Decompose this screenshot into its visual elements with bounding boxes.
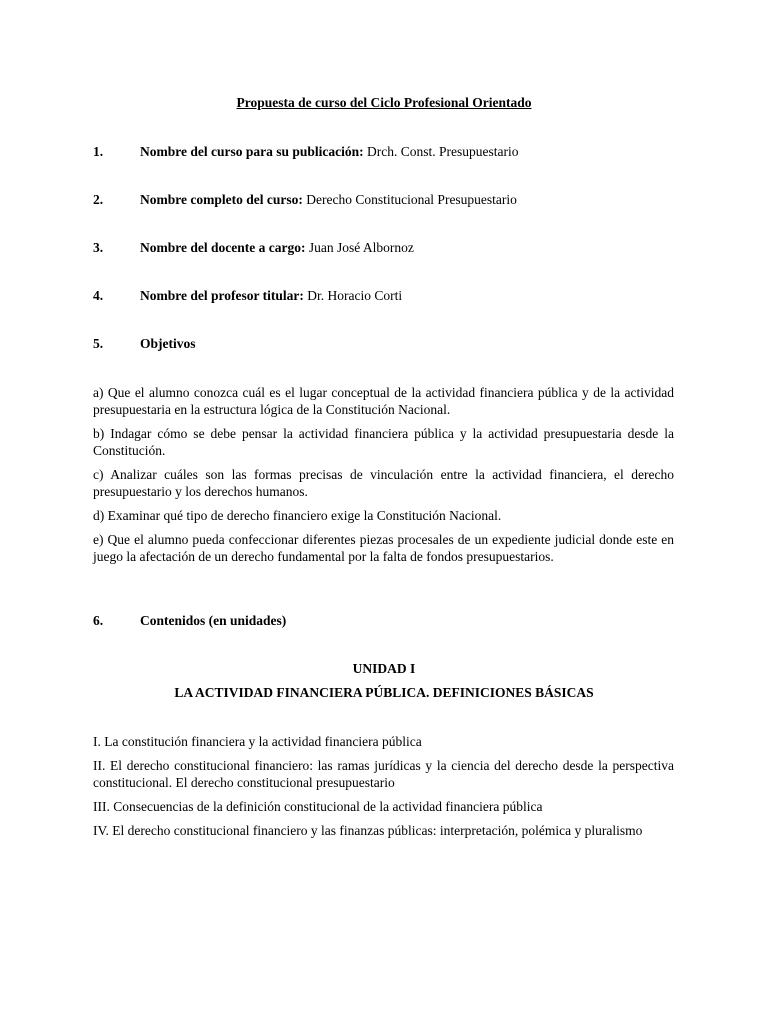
- item-label: Nombre del profesor titular:: [140, 288, 304, 303]
- item-professor-name: [93, 288, 683, 304]
- item-number: 1.: [93, 144, 104, 159]
- item-contents: [93, 613, 683, 629]
- item-number: 2.: [93, 192, 104, 207]
- item-label: Nombre completo del curso:: [140, 192, 303, 207]
- item-label: Objetivos: [140, 336, 196, 351]
- document-title: Propuesta de curso del Ciclo Profesional Orientado: [236, 95, 532, 110]
- item-label: Nombre del docente a cargo:: [140, 240, 306, 255]
- item-course-full-name: [93, 192, 683, 208]
- item-course-short-name: [93, 144, 683, 160]
- item-number: 5.: [93, 336, 104, 351]
- item-value: Drch. Const. Presupuestario: [363, 144, 519, 159]
- item-number: 4.: [93, 288, 104, 303]
- unit-heading: UNIDAD I: [352, 661, 416, 676]
- item-value: Derecho Constitucional Presupuestario: [302, 192, 517, 207]
- item-number: 6.: [93, 613, 104, 628]
- item-label: Contenidos (en unidades): [140, 613, 287, 628]
- objective-e: e) Que el alumno pueda confeccionar diferentes piezas procesales de un expediente judicial donde este en juego la afectación de un derecho fundamental por la falta de fondos presupuestarios.: [93, 532, 674, 564]
- objective-b: b) Indagar cómo se debe pensar la actividad financiera pública y la actividad presupuestaria desde la Constitución.: [93, 426, 674, 458]
- unit-point-1: I. La constitución financiera y la actividad financiera pública: [93, 734, 422, 749]
- item-number: 3.: [93, 240, 104, 255]
- unit-point-4: IV. El derecho constitucional financiero y las finanzas públicas: interpretación, polémica y pluralismo: [93, 823, 643, 838]
- item-value: Dr. Horacio Corti: [303, 288, 403, 303]
- objective-d: d) Examinar qué tipo de derecho financiero exige la Constitución Nacional.: [93, 508, 502, 523]
- objective-a: a) Que el alumno conozca cuál es el lugar conceptual de la actividad financiera pública y de la actividad presupuestaria en la estructura lógica de la Constitución Nacional.: [93, 385, 674, 417]
- unit-point-3: III. Consecuencias de la definición constitucional de la actividad financiera pública: [93, 799, 543, 814]
- item-label: Nombre del curso para su publicación:: [140, 144, 364, 159]
- item-value: Juan José Albornoz: [305, 240, 414, 255]
- item-teacher-name: [93, 240, 683, 256]
- objective-c: c) Analizar cuáles son las formas precisas de vinculación entre la actividad financiera, el derecho presupuestario y los derechos humanos.: [93, 467, 674, 499]
- item-objectives: [93, 336, 683, 352]
- unit-subheading: LA ACTIVIDAD FINANCIERA PÚBLICA. DEFINICIONES BÁSICAS: [174, 685, 594, 700]
- unit-point-2: II. El derecho constitucional financiero: las ramas jurídicas y la ciencia del derecho desde la perspectiva constitucional. El derecho constitucional presupuestario: [93, 758, 674, 790]
